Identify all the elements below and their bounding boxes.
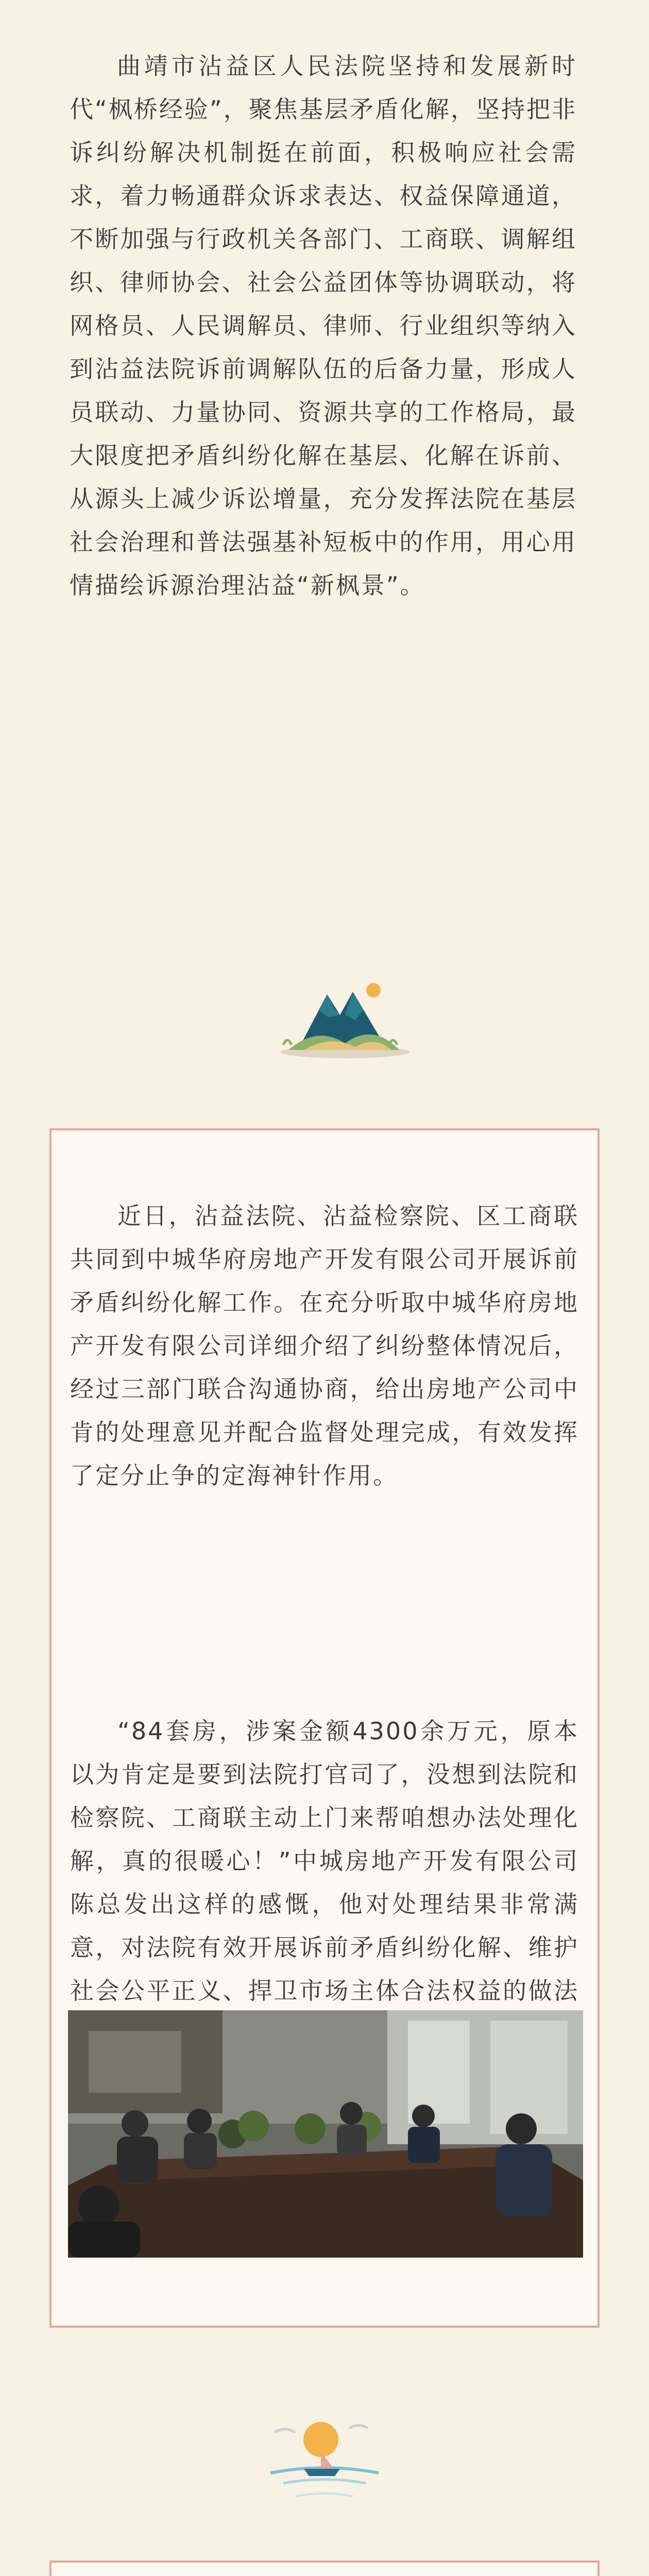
intro-paragraph: 曲靖市沾益区人民法院坚持和发展新时代“枫桥经验”，聚焦基层矛盾化解，坚持把非诉纠纷解决机制挺在前面，积极响应社会需求，着力畅通群众诉求表达、权益保障通道，不断加强与行政机关各部门、工商联、调解组织、律师协会、社会公益团体等协调联动，将网格员、人民调解员、律师、行业组织等纳入到沾益法院诉前调解队伍的后备力量，形成人员联动、力量协同、资源共享的工作格局，最大限度把矛盾纠纷化解在基层、化解在诉前、从源头上减少诉讼增量，充分发挥法院在基层社会治理和普法强基补短板中的作用，用心用情描绘诉源治理沾益“新枫景”。 xyxy=(70,52,577,599)
mountain-illustration xyxy=(268,958,412,1061)
card1-paragraph-2: “84套房，涉案金额4300余万元，原本以为肯定是要到法院打官司了，没想到法院和检察院、工商联主动上门来帮咱想办法处理化解，真的很暖心！”中城房地产开发有限公司陈总发出这样的感慨，他对处理结果非常满意，对法院有效开展诉前矛盾纠纷化解、维护社会公平正义、捍卫市场主体合法权益的做法 xyxy=(70,1717,579,2005)
meeting-photo xyxy=(68,2010,583,2258)
card1-paragraph-1: 近日，沾益法院、沾益检察院、区工商联共同到中城华府房地产开发有限公司开展诉前矛盾纠纷化解工作。在充分听取中城华府房地产开发有限公司详细介绍了纠纷整体情况后，经过三部门联合沟通协商，给出房地产公司中肯的处理意见并配合监督处理完成，有效发挥了定分止争的定海神针作用。 xyxy=(70,1202,579,1489)
sunrise-boat-illustration xyxy=(260,2411,389,2509)
news-card-1 xyxy=(49,1128,600,2328)
news-card-2 xyxy=(49,2561,600,2576)
